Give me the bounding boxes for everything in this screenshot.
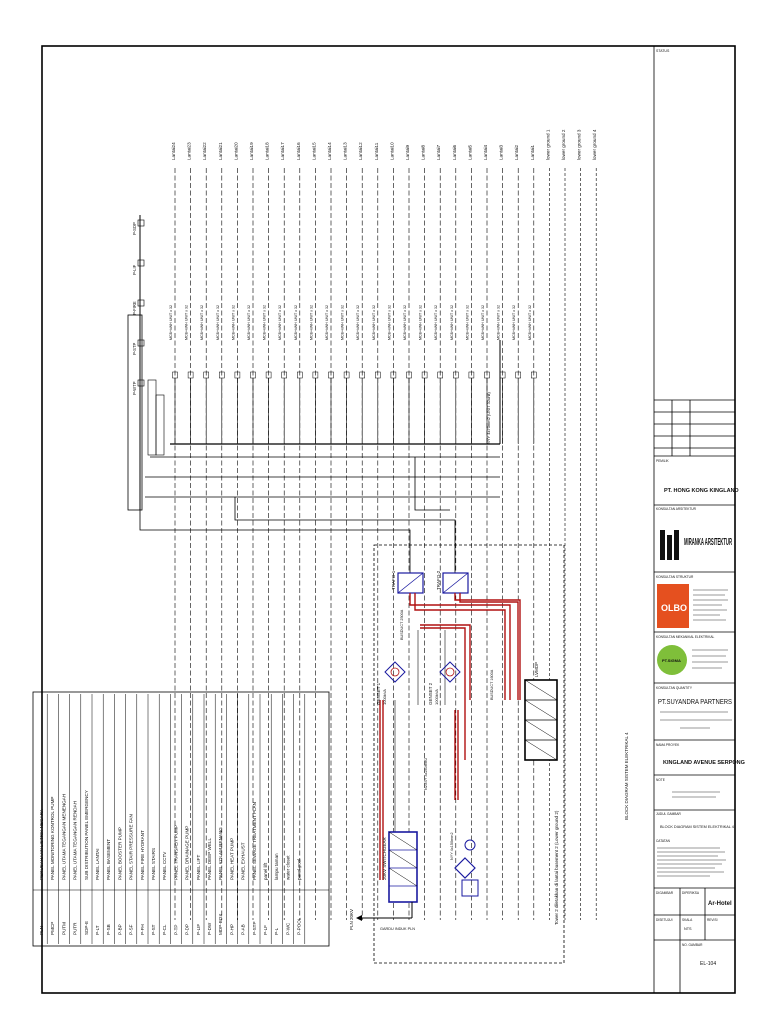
tb-approved-label: DISETUJUI xyxy=(656,918,673,922)
general-notes-lines xyxy=(657,848,726,876)
floor-label: Lantai2 xyxy=(514,144,520,160)
structure-address-lines xyxy=(693,590,728,620)
legend-rows xyxy=(33,694,329,944)
legend-code: PUTM xyxy=(61,921,67,935)
tb-notes-header: NOTE xyxy=(656,778,665,782)
legend-code: P-POOL xyxy=(296,917,302,935)
tb-sheet-title: BLOCK DIAGRAM SISTEM ELEKTRIKAL 4 xyxy=(660,825,734,829)
main-riser-label: NYY 4x70mm2 (UNIT 32unit) xyxy=(486,392,491,444)
tb-brand-mark: Ar-Hotel xyxy=(708,901,732,907)
riser-label: MCB+kWH UNIT x 32 xyxy=(200,305,205,340)
legend-description: PANEL BOOSTER PUMP xyxy=(117,827,123,880)
cable-label-2: BUSDUCT 1600A xyxy=(490,669,494,700)
trafo-2-name: TRAFO-2 xyxy=(436,570,441,590)
legend-description: panel pool xyxy=(296,858,302,880)
tb-checked-label: DIPERIKSA xyxy=(682,891,700,895)
cable-label-1: BUSDUCT 2500A xyxy=(400,609,404,640)
legend-code: P-L xyxy=(274,927,280,935)
legend-code: P-FH xyxy=(139,924,145,935)
riser-label: MCB+kWH UNIT x 32 xyxy=(293,305,298,340)
trafo-2 xyxy=(436,570,468,593)
legend-description: panel lift xyxy=(263,862,268,880)
tb-status-label: STATUS xyxy=(656,49,670,53)
mep-address-lines xyxy=(692,650,728,668)
panel-tag: P-LIF xyxy=(132,264,137,275)
panel-tag-box xyxy=(138,300,144,306)
riser-label: MCB+kWH UNIT x 32 xyxy=(231,305,236,340)
tb-mep-label: KONSULTAN MEKANIKAL ELEKTRIKAL xyxy=(656,635,715,639)
legend-description: PANEL SEWAGE TREATMENT PLAN xyxy=(251,802,257,880)
panel-tag: P-STP xyxy=(132,342,137,355)
panel-tag-box xyxy=(138,260,144,266)
legend-code: PLN xyxy=(39,926,44,935)
riser-label: MCB+kWH UNIT x 32 xyxy=(465,305,470,340)
panel-tag-box xyxy=(138,380,144,386)
floor-label: lower ground 2 xyxy=(561,129,566,160)
riser-label: MCB+kWH UNIT x 32 xyxy=(262,305,267,340)
riser-label: MCB+kWH UNIT x 32 xyxy=(449,305,454,340)
legend-description: PANEL LANTAI xyxy=(95,848,100,880)
riser-label: MCB+kWH UNIT x 32 xyxy=(356,305,361,340)
tb-revision-label: REVISI xyxy=(707,918,718,922)
riser-label: MCB+kWH UNIT x 32 xyxy=(403,305,407,340)
riser-label: MCB+kWH UNIT x 32 xyxy=(418,305,423,340)
left-panel-stack xyxy=(128,215,164,510)
floor-label: Lantai18 xyxy=(264,142,270,160)
tb-sheet-no: EL-104 xyxy=(700,961,717,967)
floor-label: Lantai4 xyxy=(483,144,488,160)
cable-label-3: N2XSY 3x240mm2 xyxy=(424,757,428,790)
floor-label: Lantai20 xyxy=(233,142,239,160)
tb-project-label: NAMA PROYEK xyxy=(656,743,680,747)
legend-description: PANEL MONITORING KONTROL PUMP xyxy=(50,796,56,880)
legend-description: PANEL STAIR PRESSURE FAN xyxy=(128,814,134,880)
genset-1 xyxy=(376,662,405,705)
legend-code: P-CL xyxy=(162,924,168,935)
riser-label: MCB+kWH UNIT x 32 xyxy=(434,305,439,340)
cable-label-4: NYY 4x150mm2 xyxy=(450,832,454,860)
feeder-line-3 xyxy=(415,457,450,510)
riser-label: MCB+kWH UNIT x 32 xyxy=(481,305,485,340)
switchgear-label: 20KV SWITCHGEAR xyxy=(382,837,387,880)
legend-description: lampu taman xyxy=(274,853,280,880)
legend-code: P-HP xyxy=(229,924,235,935)
tb-scale-label: SKALA xyxy=(682,918,693,922)
legend-description: PANEL UTAMA TEGANGAN RENDAH xyxy=(72,801,78,880)
legend-description: PANEL LIFT xyxy=(195,854,201,880)
lvmdp-panel xyxy=(525,662,557,760)
floor-label: Lantai21 xyxy=(217,142,223,160)
floor-label: lower ground 4 xyxy=(592,129,598,160)
floor-label: Lantai13 xyxy=(342,142,348,160)
feeder-line-2 xyxy=(235,497,455,575)
panel-tag: P-WTP xyxy=(132,381,137,395)
riser-label: MCB+kWH UNIT x 32 xyxy=(496,305,501,340)
pln-arrow xyxy=(356,915,362,921)
panel-tag: P-FIRE xyxy=(132,301,137,315)
floor-label: Lantai10 xyxy=(389,142,395,160)
legend-code: P-TP xyxy=(173,924,179,935)
legend-description: PANEL DRAINAGE PUMP xyxy=(184,825,190,880)
genset-1-rating: 1000kVA xyxy=(382,689,387,705)
riser-label: MCB+kWH UNIT x 32 xyxy=(387,305,392,340)
legend-code: P-ST xyxy=(151,924,156,935)
vertical-side-note: BLOCK DIAGRAM SISTEM ELEKTRIKAL 4 xyxy=(624,732,629,820)
floor-label: Lantai9 xyxy=(405,144,410,160)
riser-label: MCB+kWH UNIT x 32 xyxy=(325,305,329,340)
trafo-1-name: TRAFO-1 xyxy=(391,570,396,590)
riser-label: MCB+kWH UNIT x 32 xyxy=(169,305,173,340)
legend-code: P-BP xyxy=(117,924,123,935)
legend-code: SDP-E xyxy=(83,920,89,935)
legend-description: PANEL TRANSFER PUMP xyxy=(173,824,179,880)
legend-code: P-WC xyxy=(285,922,291,935)
floor-label: Lantai22 xyxy=(202,142,208,160)
floor-label: Lantai14 xyxy=(327,142,332,160)
tb-owner-label: PEMILIK xyxy=(656,459,669,463)
tb-drawn-label: DIGAMBAR xyxy=(656,891,674,895)
floor-label: Lantai16 xyxy=(295,142,301,160)
architect-name: MIRANKA ARSITEKTUR xyxy=(684,537,733,548)
floor-label: Lantai3 xyxy=(498,144,504,160)
trafo-1 xyxy=(391,570,423,593)
busduct-grey-lines xyxy=(395,630,445,850)
genset-2-name: GENSET 2 xyxy=(428,682,433,705)
floor-label: Lantai23 xyxy=(186,142,192,160)
legend-code: P-LF xyxy=(263,925,268,935)
riser-label: MCB+kWH UNIT x 32 xyxy=(184,305,189,340)
tb-qs-label: KONSULTAN QUANTITY xyxy=(656,686,693,690)
tb-notes-label: CATATAN xyxy=(656,839,670,843)
structure-logo-text: OLBO xyxy=(661,603,687,613)
tb-qs-name: PT.SUYANDRA PARTNERS xyxy=(658,699,733,706)
riser-label: MCB+kWH UNIT x 32 xyxy=(527,305,532,340)
title-block xyxy=(654,46,735,993)
mep-logo-text: PT.SIGMA xyxy=(662,658,681,663)
legend-code: P-AB xyxy=(240,924,246,935)
legend-code: MDP-BOX xyxy=(218,913,224,935)
tb-scale-value: NTS xyxy=(684,927,692,931)
panel-tag-box xyxy=(138,340,144,346)
legend-code: P-LT xyxy=(95,925,100,935)
legend-description: PANEL KOLAM RENANG xyxy=(218,827,224,880)
riser-label: MCB+kWH UNIT x 32 xyxy=(340,305,345,340)
mep-logo xyxy=(657,645,687,675)
floor-label: lower ground 3 xyxy=(576,129,582,160)
legend-description: PANEL UTAMA TEGANGAN MENENGAH xyxy=(61,793,67,880)
floor-label-group xyxy=(171,129,597,160)
tb-structure-label: KONSULTAN STRUKTUR xyxy=(656,575,694,579)
riser-label: MCB+kWH UNIT x 32 xyxy=(371,305,376,340)
legend-description: PANEL CCTV xyxy=(162,851,168,880)
tb-project-name: KINGLAND AVENUE SERPONG xyxy=(663,760,745,766)
floor-riser-lines xyxy=(175,168,596,920)
tb-owner-name: PT. HONG KONG KINGLAND xyxy=(664,488,739,494)
floor-label: Lantai1 xyxy=(529,144,535,160)
riser-label: MCB+kWH UNIT x 32 xyxy=(512,305,517,340)
tb-architect-label: KONSULTAN ARSITEKTUR xyxy=(656,507,696,511)
legend-description: water closet xyxy=(285,855,291,880)
floor-label: Lantai15 xyxy=(311,142,317,160)
legend-code: P-DW xyxy=(207,922,212,935)
legend-description: PERUSAHAAN LISTRIK NEGARA xyxy=(39,809,44,880)
basement-note: Tower 2 diletakkan di lantai basement 2 (Lower ground 2) xyxy=(554,810,559,925)
floor-label: Lantai5 xyxy=(467,144,473,160)
genset-2-rating: 1000kVA xyxy=(434,689,439,705)
genset-2 xyxy=(428,662,460,705)
structure-logo xyxy=(657,584,689,628)
legend-code: P-SF xyxy=(128,924,134,935)
legend-code: P-LIF xyxy=(195,923,201,935)
legend-description: PANEL DEEP WELL xyxy=(207,837,212,880)
legend-code: P-STP xyxy=(251,921,257,935)
notes-lines xyxy=(672,792,720,797)
riser-label: MCB+kWH UNIT x 32 xyxy=(309,305,314,340)
floor-label: Lantai19 xyxy=(249,142,254,160)
legend-code: P-SB xyxy=(106,924,112,935)
legend-description: SUB DISTRIBUTION PANEL EMERGENCY xyxy=(83,790,89,880)
architect-logo xyxy=(660,530,732,560)
legend-description: PANEL HEAT PUMP xyxy=(229,837,235,880)
panel-tag-box xyxy=(138,220,144,226)
pln-label: PLN 20KV xyxy=(349,908,354,930)
panel-tag: P-SDP xyxy=(132,222,137,235)
riser-label: MCB+kWH UNIT x 32 xyxy=(215,305,220,340)
legend-code: PMCP xyxy=(50,921,56,935)
legend-description: PANEL STAIRS xyxy=(151,847,156,880)
floor-label: Lantai6 xyxy=(451,144,457,160)
qs-address-lines xyxy=(660,712,732,728)
riser-label-group xyxy=(169,305,536,444)
legend-code: P-DP xyxy=(184,924,190,935)
floor-label: lower ground 1 xyxy=(545,129,551,160)
legend-description: PANEL BASEMENT xyxy=(106,838,112,880)
legend-code: PUTR xyxy=(72,922,78,935)
metering-symbols xyxy=(455,840,478,896)
floor-label: Lantai11 xyxy=(373,142,379,160)
riser-label: MCB+kWH UNIT x 32 xyxy=(247,305,251,340)
floor-label: Lantai8 xyxy=(420,144,426,160)
floor-label: Lantai12 xyxy=(358,142,364,160)
legend-description: PANEL FIRE HYDRANT xyxy=(139,830,145,880)
floor-label: Lantai17 xyxy=(280,142,286,160)
tb-sheet-no-label: NO. GAMBAR xyxy=(682,943,703,947)
floor-label: Lantai24 xyxy=(171,142,176,160)
lvmdp-label: LVMDP xyxy=(534,661,539,677)
genset-1-name: GENSET 1 xyxy=(376,682,381,705)
legend-description: PANEL EXHAUST xyxy=(240,842,246,880)
substation-label: GARDU INDUK PLN xyxy=(380,927,416,931)
switchgear-panel xyxy=(382,832,417,902)
floor-label: Lantai7 xyxy=(436,144,442,160)
tb-sheet-title-label: JUDUL GAMBAR xyxy=(656,812,681,816)
riser-label: MCB+kWH UNIT x 32 xyxy=(278,305,283,340)
